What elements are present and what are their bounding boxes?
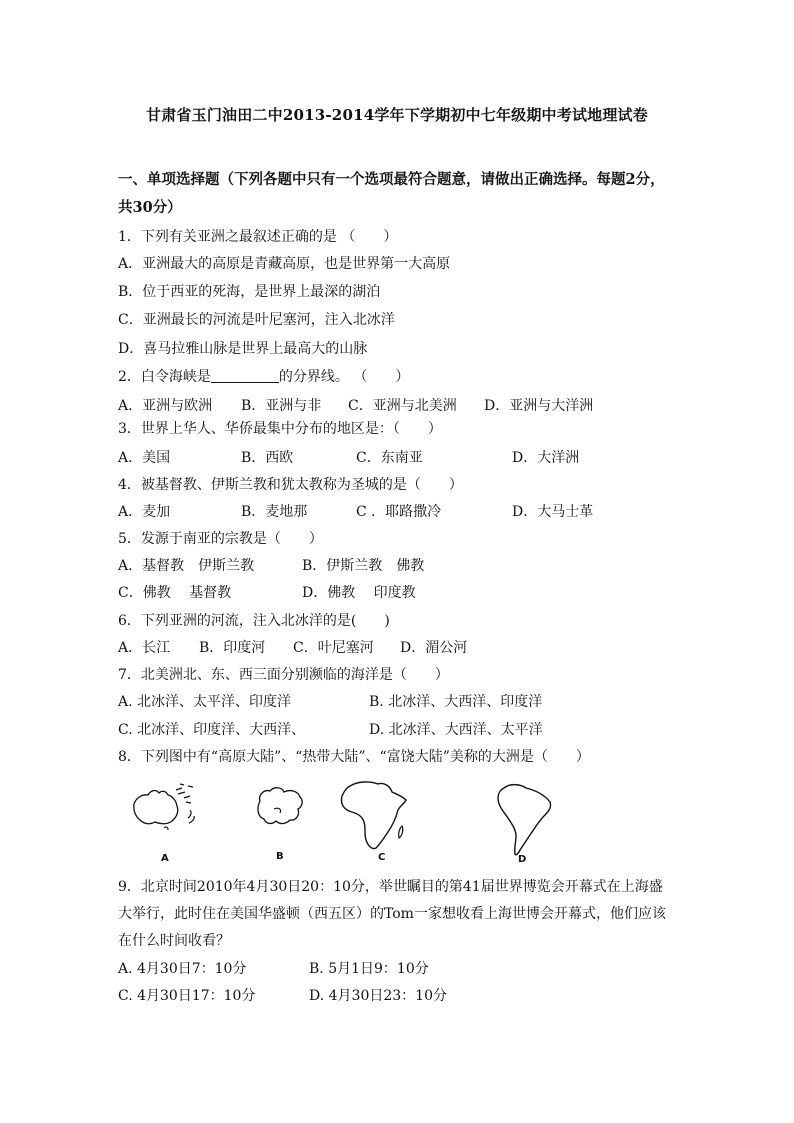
q9-option-d: D. 4月30日23：10分 [309,988,447,1004]
q5-option-c: C．佛教 基督教 [118,585,232,601]
q4-option-c: C ．耶路撒冷 [356,504,442,520]
q2-blank [211,368,279,383]
section-1-heading: 一、单项选择题（下列各题中只有一个选项最符合题意，请做出正确选择。每题2分，共30分） [118,171,665,216]
q5-option-d: D．佛教 印度教 [302,585,416,601]
q3-option-b: B．西欧 [241,450,294,466]
map-b-label: B [276,851,284,862]
q1-option-d: D．喜马拉雅山脉是世界上最高大的山脉 [118,341,368,357]
q7-option-c: C. 北冰洋、印度洋、大西洋、 [118,722,306,738]
q7-option-b: B. 北冰洋、大西洋、印度洋 [369,694,543,710]
oceania-map [128,782,200,832]
q1-stem: 1．下列有关亚洲之最叙述正确的是 （ ） [118,229,398,245]
map-d-label: D [518,854,527,865]
q3-stem: 3．世界上华人、华侨最集中分布的地区是：（ ） [118,421,442,437]
south-america-map [492,780,556,858]
q9-line-3: 在什么时间收看？ [118,933,230,949]
q7-option-d: D. 北冰洋、大西洋、太平洋 [369,722,543,738]
q3-option-d: D．大洋洲 [512,450,580,466]
q2-stem-post: 的分界线。 （ ） [278,369,410,385]
q1-option-c: C．亚洲最长的河流是叶尼塞河，注入北冰洋 [118,312,395,328]
q9-option-a: A. 4月30日7：10分 [118,961,247,977]
q6-option-b: B．印度河 [199,640,266,656]
q9-line-1: 9．北京时间2010年4月30日20：10分，举世瞩目的第41届世界博览会开幕式在上海盛 [118,879,663,895]
exam-title: 甘肃省玉门油田二中2013-2014学年下学期初中七年级期中考试地理试卷 [146,106,648,124]
q8-stem: 8．下列图中有“高原大陆”、“热带大陆”、“富饶大陆”美称的大洲是（ ） [118,749,590,765]
q2-option-c: C．亚洲与北美洲 [348,398,457,414]
q2-stem [118,368,409,386]
q9-line-2: 大举行，此时住在美国华盛顿（西五区）的Tom一家想收看上海世博会开幕式，他们应该 [118,906,666,922]
q7-stem: 7．北美洲北、东、西三面分别濒临的海洋是（ ） [118,667,449,683]
map-c-label: C [378,852,386,863]
q4-option-a: A．麦加 [118,504,171,520]
q4-option-b: B．麦地那 [241,504,308,520]
q9-option-c: C. 4月30日17：10分 [118,988,256,1004]
q2-option-a: A．亚洲与欧洲 [118,398,213,414]
q4-stem: 4．被基督教、伊斯兰教和犹太教称为圣城的是（ ） [118,477,463,493]
q2-option-d: D．亚洲与大洋洲 [484,398,594,414]
q5-option-b: B．伊斯兰教 佛教 [302,558,425,574]
q6-option-c: C．叶尼塞河 [293,640,374,656]
q5-option-a: A．基督教 伊斯兰教 [118,558,255,574]
q1-option-b: B．位于西亚的死海，是世界上最深的湖泊 [118,284,381,300]
map-a-label: A [161,853,169,864]
q3-option-a: A．美国 [118,450,171,466]
q9-option-b: B. 5月1日9：10分 [309,961,429,977]
q2-stem-pre: 2．白令海峡是 [118,369,211,385]
q5-stem: 5．发源于南亚的宗教是（ ） [118,531,323,547]
q2-option-b: B．亚洲与非 [241,398,322,414]
africa-map [336,778,416,852]
europe-map [252,783,308,829]
q1-option-a: A．亚洲最大的高原是青藏高原，也是世界第一大高原 [118,256,451,272]
q4-option-d: D．大马士革 [512,504,594,520]
q6-stem: 6．下列亚洲的河流，注入北冰洋的是( ) [118,613,390,629]
q6-option-a: A．长江 [118,640,171,656]
q3-option-c: C．东南亚 [356,450,423,466]
q7-option-a: A. 北冰洋、太平洋、印度洋 [118,694,292,710]
q6-option-d: D．湄公河 [400,640,468,656]
